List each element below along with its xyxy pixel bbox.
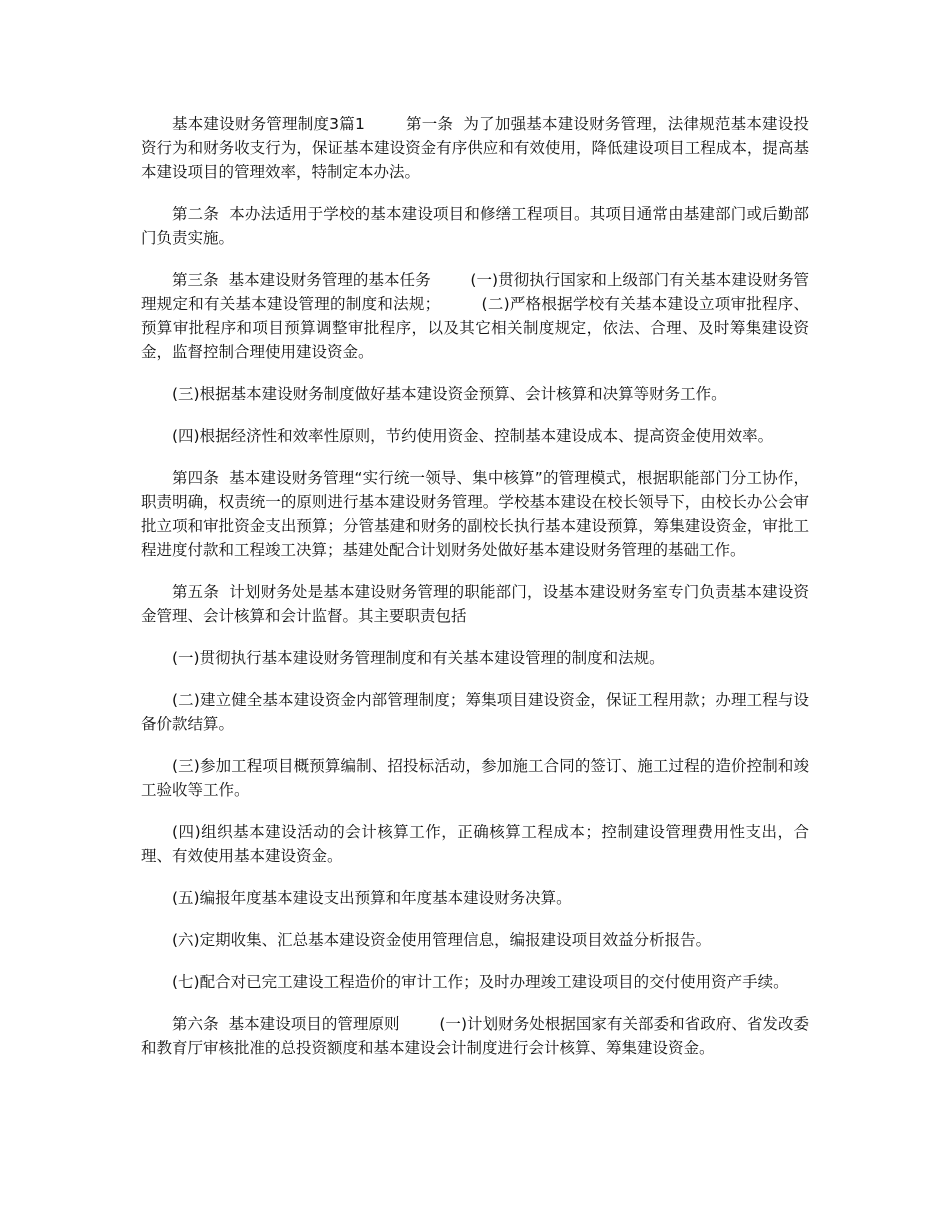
paragraph-article-5-item-5: (五)编报年度基本建设支出预算和年度基本建设财务决算。 bbox=[172, 889, 572, 907]
paragraph-article-5-item-2: (二)建立健全基本建设资金内部管理制度；筹集项目建设资金，保证工程用款；办理工程与设备价款结算。 bbox=[141, 691, 809, 733]
document-page bbox=[141, 112, 809, 1078]
paragraph-article-5: 第五条 计划财务处是基本建设财务管理的职能部门，设基本建设财务室专门负责基本建设资金管理、会计核算和会计监督。其主要职责包括 bbox=[141, 583, 809, 625]
paragraph-article-5-item-6: (六)定期收集、汇总基本建设资金使用管理信息，编报建设项目效益分析报告。 bbox=[172, 931, 712, 949]
paragraph-article-3: 第三条 基本建设财务管理的基本任务 (一)贯彻执行国家和上级部门有关基本建设财务管理规定和有关基本建设管理的制度和法规； (二)严格根据学校有关基本建设立项审批程序、预算审批程序和项目预算调整审批程序，以及其它相关制度规定，依法、合理、及时筹集建设资金，监督控制合理使用建设资金。 bbox=[141, 271, 809, 361]
paragraph-article-2: 第二条 本办法适用于学校的基本建设项目和修缮工程项目。其项目通常由基建部门或后勤部门负责实施。 bbox=[141, 205, 809, 247]
paragraph-article-6: 第六条 基本建设项目的管理原则 (一)计划财务处根据国家有关部委和省政府、省发改委和教育厅审核批准的总投资额度和基本建设会计制度进行会计核算、筹集建设资金。 bbox=[141, 1015, 809, 1057]
paragraph-article-3-item-3: (三)根据基本建设财务制度做好基本建设资金预算、会计核算和决算等财务工作。 bbox=[172, 385, 727, 403]
paragraph-article-5-item-1: (一)贯彻执行基本建设财务管理制度和有关基本建设管理的制度和法规。 bbox=[172, 649, 665, 667]
paragraph-article-5-item-3: (三)参加工程项目概预算编制、招投标活动，参加施工合同的签订、施工过程的造价控制和竣工验收等工作。 bbox=[141, 757, 809, 799]
paragraph-article-5-item-4: (四)组织基本建设活动的会计核算工作，正确核算工程成本；控制建设管理费用性支出，合理、有效使用基本建设资金。 bbox=[141, 823, 809, 865]
paragraph-article-4: 第四条 基本建设财务管理“实行统一领导、集中核算”的管理模式，根据职能部门分工协作，职责明确，权责统一的原则进行基本建设财务管理。学校基本建设在校长领导下，由校长办公会审批立项和审批资金支出预算；分管基建和财务的副校长执行基本建设预算，筹集建设资金，审批工程进度付款和工程竣工决算；基建处配合计划财务处做好基本建设财务管理的基础工作。 bbox=[141, 469, 809, 559]
paragraph-article-3-item-4: (四)根据经济性和效率性原则，节约使用资金、控制基本建设成本、提高资金使用效率。 bbox=[172, 427, 774, 445]
paragraph-article-5-item-7: (七)配合对已完工建设工程造价的审计工作；及时办理竣工建设项目的交付使用资产手续。 bbox=[172, 973, 789, 991]
paragraph-title-article-1: 基本建设财务管理制度3篇1 第一条 为了加强基本建设财务管理，法律规范基本建设投资行为和财务收支行为，保证基本建设资金有序供应和有效使用，降低建设项目工程成本，提高基本建设项目的管理效率，特制定本办法。 bbox=[141, 115, 809, 181]
